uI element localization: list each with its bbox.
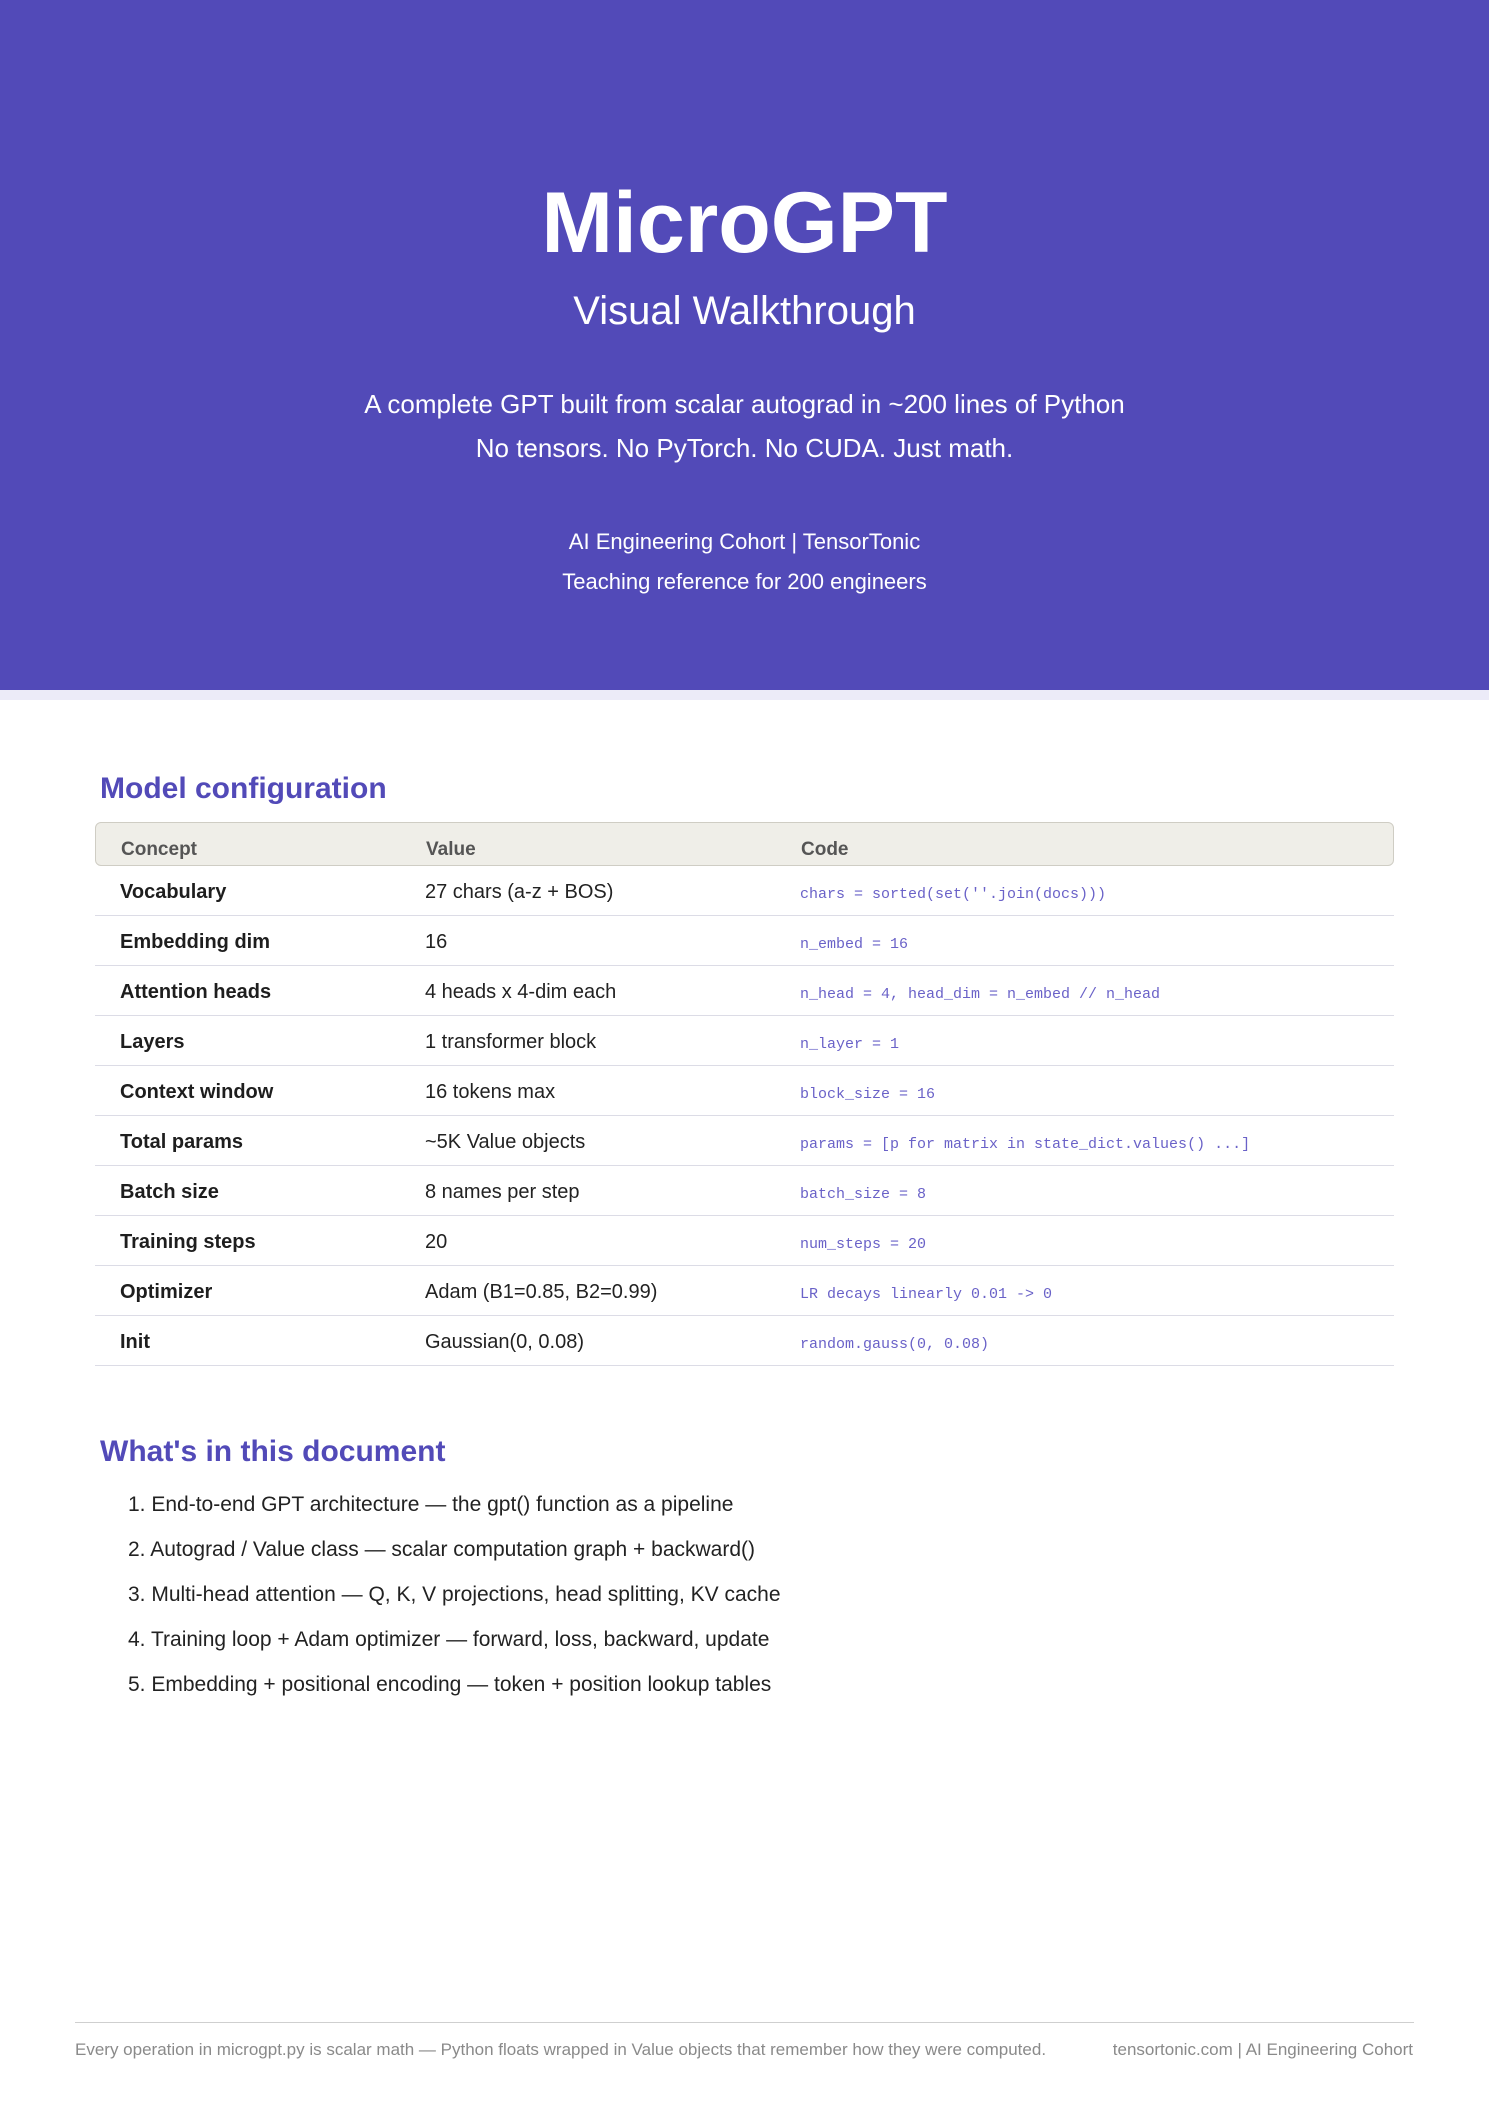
- table-row: [95, 966, 1394, 1016]
- row-value: Adam (B1=0.85, B2=0.99): [425, 1281, 658, 1303]
- row-concept: Embedding dim: [120, 931, 270, 953]
- column-header-code: Code: [801, 839, 849, 860]
- row-value: 27 chars (a-z + BOS): [425, 881, 614, 903]
- row-value: ~5K Value objects: [425, 1131, 586, 1153]
- row-value: 4 heads x 4-dim each: [425, 981, 617, 1003]
- row-concept: Batch size: [120, 1181, 219, 1203]
- row-code: block_size = 16: [800, 1086, 936, 1103]
- row-code: n_head = 4, head_dim = n_embed // n_head: [800, 986, 1161, 1003]
- row-concept: Attention heads: [120, 981, 272, 1003]
- column-header-value: Value: [426, 839, 476, 860]
- table-row: [95, 1216, 1394, 1266]
- document-title: MicroGPT: [541, 175, 948, 271]
- row-code: chars = sorted(set(''.join(docs))): [800, 886, 1107, 903]
- table-row: [95, 1066, 1394, 1116]
- table-row: [95, 1316, 1394, 1366]
- config-table: [95, 822, 1394, 1366]
- row-code: params = [p for matrix in state_dict.values() ...]: [800, 1136, 1251, 1153]
- row-value: 1 transformer block: [425, 1031, 597, 1053]
- audience-note: Teaching reference for 200 engineers: [562, 569, 927, 594]
- row-concept: Total params: [120, 1131, 243, 1153]
- table-row: [95, 1116, 1394, 1166]
- footer-divider: [75, 2022, 1414, 2023]
- list-item: 2. Autograd / Value class — scalar computation graph + backward(): [128, 1538, 756, 1561]
- row-value: 16: [425, 931, 448, 953]
- config-heading: Model configuration: [100, 772, 387, 805]
- tagline-primary: A complete GPT built from scalar autograd in ~200 lines of Python: [364, 389, 1125, 419]
- table-row: [95, 916, 1394, 966]
- row-concept: Vocabulary: [120, 881, 227, 903]
- column-header-concept: Concept: [121, 839, 197, 860]
- row-value: 8 names per step: [425, 1181, 580, 1203]
- list-item: 4. Training loop + Adam optimizer — forward, loss, backward, update: [128, 1628, 770, 1651]
- row-code: random.gauss(0, 0.08): [800, 1336, 990, 1353]
- table-row: [95, 1016, 1394, 1066]
- cohort-credit: AI Engineering Cohort | TensorTonic: [568, 529, 921, 554]
- row-code: batch_size = 8: [800, 1186, 927, 1203]
- row-code: num_steps = 20: [800, 1236, 927, 1253]
- row-code: LR decays linearly 0.01 -> 0: [800, 1286, 1053, 1303]
- row-code: n_embed = 16: [800, 936, 909, 953]
- banner-divider: [0, 690, 1489, 700]
- contents-heading: What's in this document: [100, 1435, 446, 1468]
- footer-credit: tensortonic.com | AI Engineering Cohort: [1112, 2040, 1413, 2059]
- row-value: 16 tokens max: [425, 1081, 556, 1103]
- row-concept: Context window: [120, 1081, 274, 1103]
- list-item: 1. End-to-end GPT architecture — the gpt() function as a pipeline: [128, 1493, 734, 1516]
- row-concept: Optimizer: [120, 1281, 213, 1303]
- row-value: Gaussian(0, 0.08): [425, 1331, 584, 1353]
- row-concept: Layers: [120, 1031, 185, 1053]
- document-subtitle: Visual Walkthrough: [573, 289, 916, 333]
- contents-list: [128, 1482, 781, 1707]
- row-concept: Init: [120, 1331, 150, 1353]
- footer-note: Every operation in microgpt.py is scalar math — Python floats wrapped in Value objects that remember how they were computed.: [75, 2040, 1047, 2059]
- row-value: 20: [425, 1231, 448, 1253]
- row-concept: Training steps: [120, 1231, 256, 1253]
- table-row: [95, 1166, 1394, 1216]
- table-header: [95, 822, 1394, 866]
- list-item: 3. Multi-head attention — Q, K, V projections, head splitting, KV cache: [128, 1583, 781, 1606]
- tagline-secondary: No tensors. No PyTorch. No CUDA. Just math.: [475, 433, 1014, 463]
- title-banner: [0, 0, 1489, 690]
- table-row: [95, 1266, 1394, 1316]
- row-code: n_layer = 1: [800, 1036, 900, 1053]
- table-row: [95, 866, 1394, 916]
- list-item: 5. Embedding + positional encoding — token + position lookup tables: [128, 1673, 772, 1696]
